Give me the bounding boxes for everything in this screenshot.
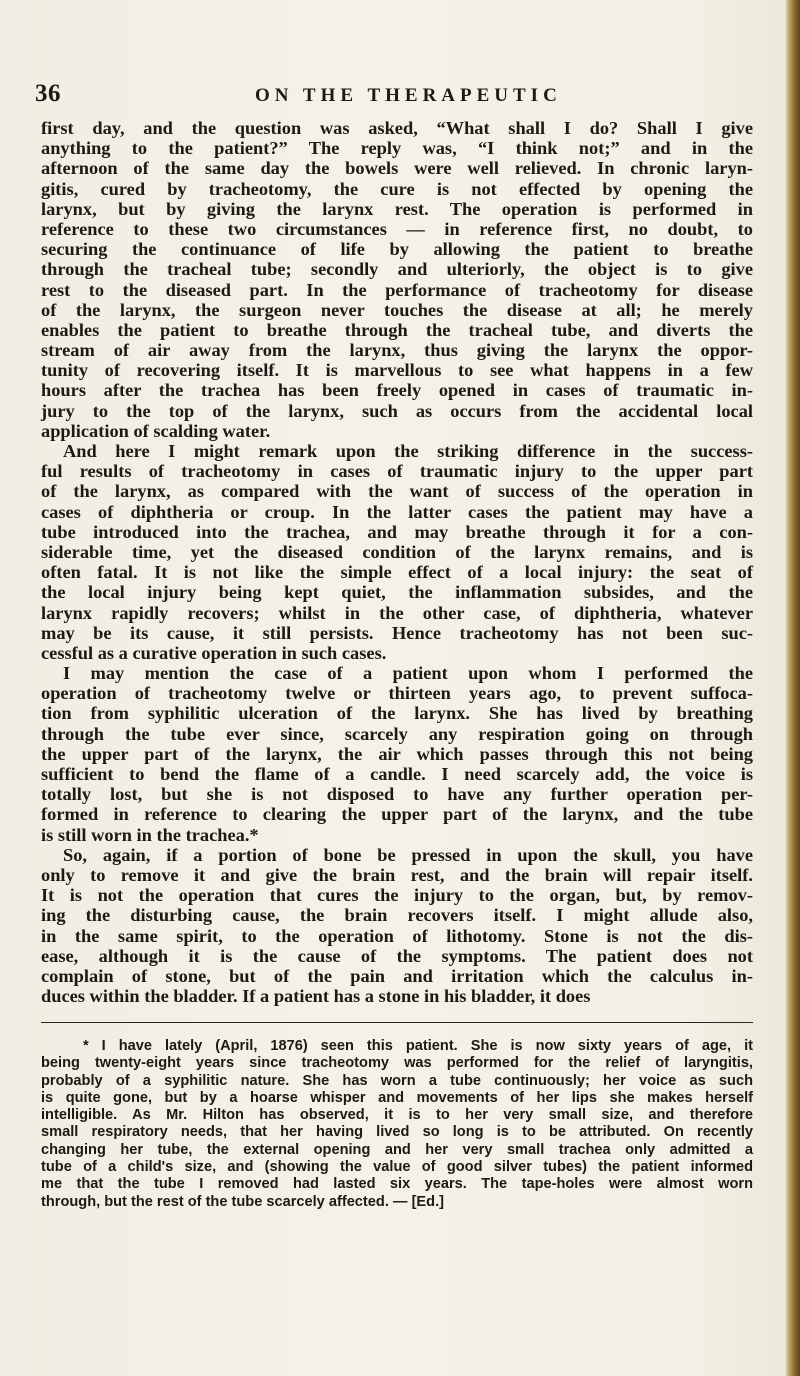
text-line: cases of diphtheria or croup. In the latter cases the patient may have a — [41, 501, 753, 522]
text-line: application of scalding water. — [41, 420, 271, 441]
text-line: afternoon of the same day the bowels were well relieved. In chronic laryn- — [41, 158, 753, 179]
body-text — [41, 118, 753, 1006]
text-line: enables the patient to breathe through the tracheal tube, and diverts the — [41, 319, 753, 340]
text-line: tunity of recovering itself. It is marvellous to see what happens in a few — [41, 360, 753, 381]
text-line: cessful as a curative operation in such cases. — [41, 642, 387, 663]
footnote-line: changing her tube, the external opening and her very small trachea only admitted a — [41, 1141, 753, 1158]
footnote-line: probably of a syphilitic nature. She has worn a tube continuously; her voice as such — [41, 1072, 753, 1089]
footnote-line: me that the tube I removed had lasted six years. The tape-holes were almost worn — [41, 1176, 753, 1193]
text-line: It is not the operation that cures the injury to the organ, but, by remov- — [41, 885, 753, 906]
text-line: through the tracheal tube; secondly and ulteriorly, the object is to give — [41, 259, 753, 280]
text-line: larynx rapidly recovers; whilst in the other case, of diphtheria, whatever — [41, 602, 753, 623]
text-line: ease, although it is the cause of the symptoms. The patient does not — [41, 945, 753, 966]
running-head: ON THE THERAPEUTIC — [255, 85, 562, 106]
text-line: of the larynx, the surgeon never touches the disease at all; he merely — [41, 299, 753, 320]
footnote-line: small respiratory needs, that her having lived so long is to be attributed. On recently — [41, 1124, 753, 1141]
footnote — [41, 1038, 753, 1211]
text-line: jury to the top of the larynx, such as occurs from the accidental local — [41, 400, 753, 421]
text-line: gitis, cured by tracheotomy, the cure is not effected by opening the — [41, 178, 753, 199]
text-line: the upper part of the larynx, the air which passes through this not being — [41, 743, 753, 764]
text-line: securing the continuance of life by allowing the patient to breathe — [41, 239, 753, 260]
text-line: sufficient to bend the flame of a candle. I need scarcely add, the voice is — [41, 764, 753, 784]
text-line: tion from syphilitic ulceration of the larynx. She has lived by breathing — [41, 703, 753, 724]
text-line: may be its cause, it still persists. Hence tracheotomy has not been suc- — [41, 622, 753, 643]
text-line: first day, and the question was asked, “What shall I do? Shall I give — [41, 118, 753, 138]
page-number: 36 — [35, 80, 61, 107]
footnote-line: * I have lately (April, 1876) seen this patient. She is now sixty years of age, it — [83, 1038, 753, 1054]
text-line: ful results of tracheotomy in cases of traumatic injury to the upper part — [41, 461, 753, 482]
text-line: rest to the diseased part. In the performance of tracheotomy for disease — [41, 279, 753, 300]
text-line: So, again, if a portion of bone be pressed in upon the skull, you have — [63, 844, 753, 865]
text-line: of the larynx, as compared with the want of success of the operation in — [41, 481, 753, 502]
footnote-line: intelligible. As Mr. Hilton has observed, it is to her very small size, and therefore — [41, 1107, 753, 1124]
text-line: through the tube ever since, scarcely any respiration going on through — [41, 723, 753, 744]
text-line: anything to the patient?” The reply was, “I think not;” and in the — [41, 138, 753, 159]
text-line: tube introduced into the trachea, and may breathe through it for a con- — [41, 521, 753, 542]
text-line: I may mention the case of a patient upon whom I performed the — [63, 663, 753, 684]
footnote-rule — [41, 1022, 753, 1023]
footnote-line: tube of a child's size, and (showing the value of good silver tubes) the patient informed — [41, 1159, 753, 1176]
text-line: And here I might remark upon the striking difference in the success- — [63, 441, 753, 461]
text-line: in the same spirit, to the operation of lithotomy. Stone is not the dis- — [41, 925, 753, 946]
footnote-line: being twenty-eight years since tracheotomy was performed for the relief of laryngitis, — [41, 1055, 753, 1072]
text-line: formed in reference to clearing the upper part of the larynx, and the tube — [41, 804, 753, 825]
text-line: ing the disturbing cause, the brain recovers itself. I might allude also, — [41, 905, 753, 926]
text-line: hours after the trachea has been freely opened in cases of traumatic in- — [41, 380, 753, 401]
text-line: reference to these two circumstances — in reference first, no doubt, to — [41, 218, 753, 239]
text-line: larynx, but by giving the larynx rest. The operation is performed in — [41, 198, 753, 219]
text-line: duces within the bladder. If a patient has a stone in his bladder, it does — [41, 986, 591, 1007]
text-line: siderable time, yet the diseased condition of the larynx remains, and is — [41, 541, 753, 562]
text-line: is still worn in the trachea.* — [41, 824, 259, 845]
text-line: complain of stone, but of the pain and irritation which the calculus in- — [41, 965, 753, 986]
page-edge — [786, 0, 800, 1376]
text-line: often fatal. It is not like the simple effect of a local injury: the seat of — [41, 562, 753, 583]
footnote-line: is quite gone, but by a hoarse whisper and movements of her lips she makes herself — [41, 1089, 753, 1106]
text-line: totally lost, but she is not disposed to have any further operation per- — [41, 784, 753, 805]
text-line: only to remove it and give the brain rest, and the brain will repair itself. — [41, 864, 753, 885]
text-line: operation of tracheotomy twelve or thirteen years ago, to prevent suffoca- — [41, 683, 753, 704]
text-line: the local injury being kept quiet, the inflammation subsides, and the — [41, 582, 753, 603]
footnote-line: through, but the rest of the tube scarcely affected. — [Ed.] — [41, 1193, 444, 1210]
text-line: stream of air away from the larynx, thus giving the larynx the oppor- — [41, 340, 753, 361]
